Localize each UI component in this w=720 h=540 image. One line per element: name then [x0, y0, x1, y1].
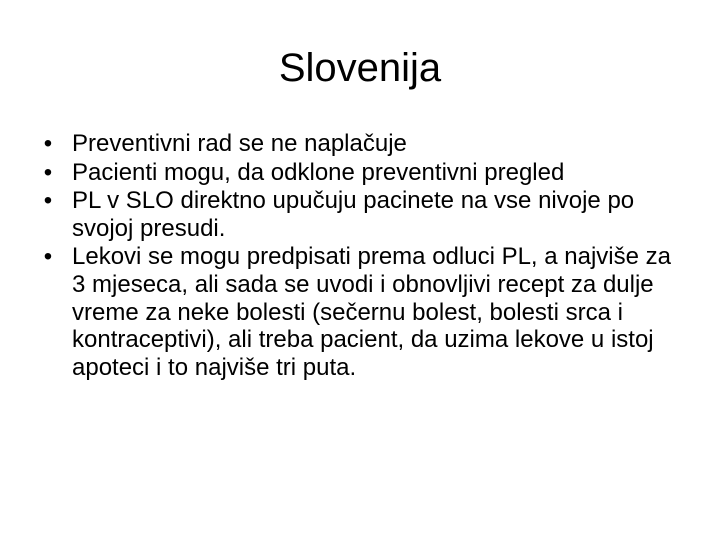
- bullet-dot-icon: •: [43, 243, 53, 271]
- list-item: [36, 187, 686, 242]
- slide-title: Slovenija: [278, 46, 442, 90]
- bullet-text: Pacienti mogu, da odklone preventivni pregled: [72, 158, 565, 186]
- bullet-dot-icon: •: [43, 130, 53, 157]
- bullet-dot-icon: •: [43, 158, 53, 186]
- bullet-text: PL v SLO direktno upučuju pacinete na vse nivoje po svojoj presudi.: [72, 187, 635, 242]
- bullet-dot-icon: •: [43, 187, 53, 215]
- list-item: [36, 159, 686, 187]
- bullet-text: Preventivni rad se ne naplačuje: [72, 130, 407, 157]
- bullet-list: [36, 130, 686, 381]
- list-item: [36, 130, 686, 158]
- bullet-text: Lekovi se mogu predpisati prema odluci PL, a najviše za 3 mjeseca, ali sada se uvodi i obnovljivi recept za dulje vreme za neke bolesti (sečernu bolest, bolesti srca i kontraceptivi), ali treba pacient, da uzima lekove u istoj apoteci i to najviše tri puta.: [72, 243, 671, 381]
- list-item: [36, 243, 686, 381]
